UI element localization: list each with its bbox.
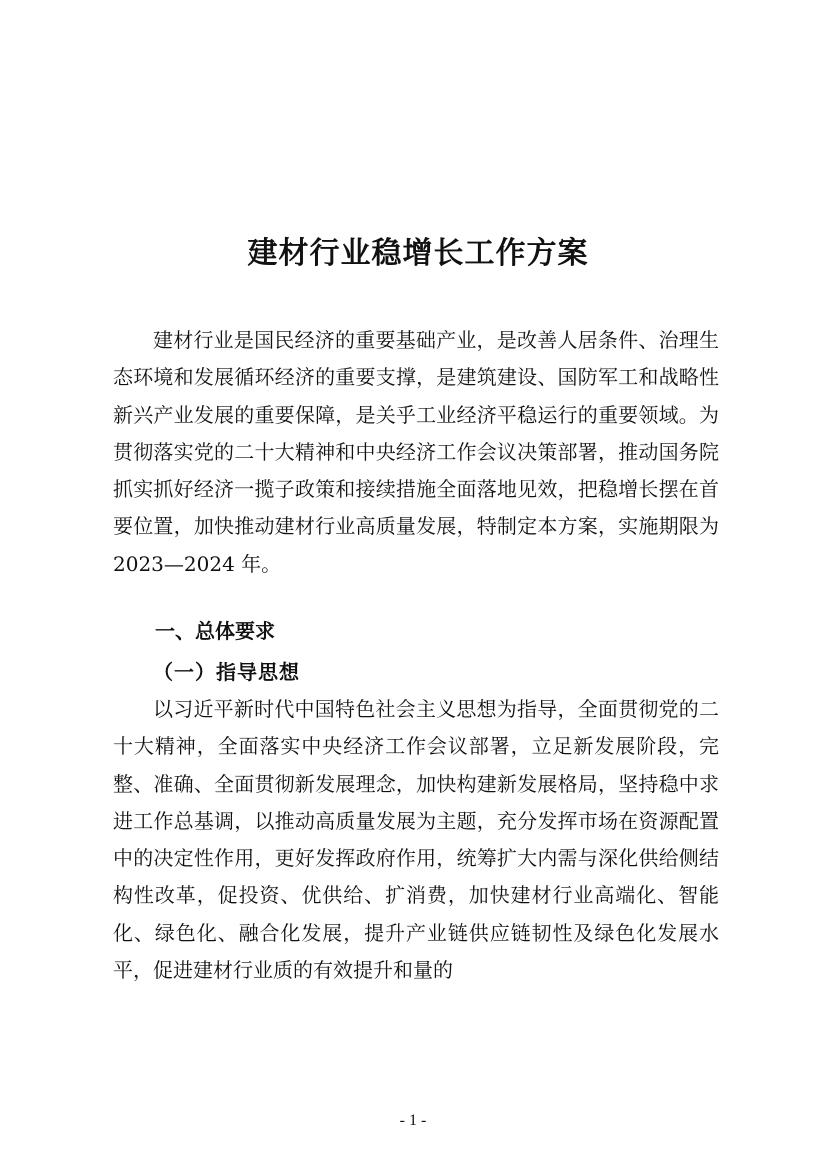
section-heading-general-requirements: 一、总体要求 xyxy=(155,619,275,643)
intro-paragraph: 建材行业是国民经济的重要基础产业，是改善人居条件、治理生态环境和发展循环经济的重要支撑，是建筑建设、国防军工和战略性新兴产业发展的重要保障，是关乎工业经济平稳运行的重要领域。为贯彻落实党的二十大精神和中央经济工作会议决策部署，推动国务院抓实抓好经济一揽子政策和接续措施全面落地见效，把稳增长摆在首要位置，加快推动建材行业高质量发展，特制定本方案，实施期限为 2023—2024 年。 xyxy=(113,328,719,576)
guiding-ideology-paragraph: 以习近平新时代中国特色社会主义思想为指导，全面贯彻党的二十大精神，全面落实中央经济工作会议部署，立足新发展阶段，完整、准确、全面贯彻新发展理念，加快构建新发展格局，坚持稳中求进工作总基调，以推动高质量发展为主题，充分发挥市场在资源配置中的决定性作用，更好发挥政府作用，统筹扩大内需与深化供给侧结构性改革，促投资、优供给、扩消费，加快建材行业高端化、智能化、绿色化、融合化发展，提升产业链供应链韧性及绿色化发展水平，促进建材行业质的有效提升和量的 xyxy=(113,697,719,983)
subsection-heading-guiding-ideology: （一）指导思想 xyxy=(153,660,300,684)
document-title: 建材行业稳增长工作方案 xyxy=(247,236,589,271)
page-number: - 1 - xyxy=(399,1112,427,1129)
